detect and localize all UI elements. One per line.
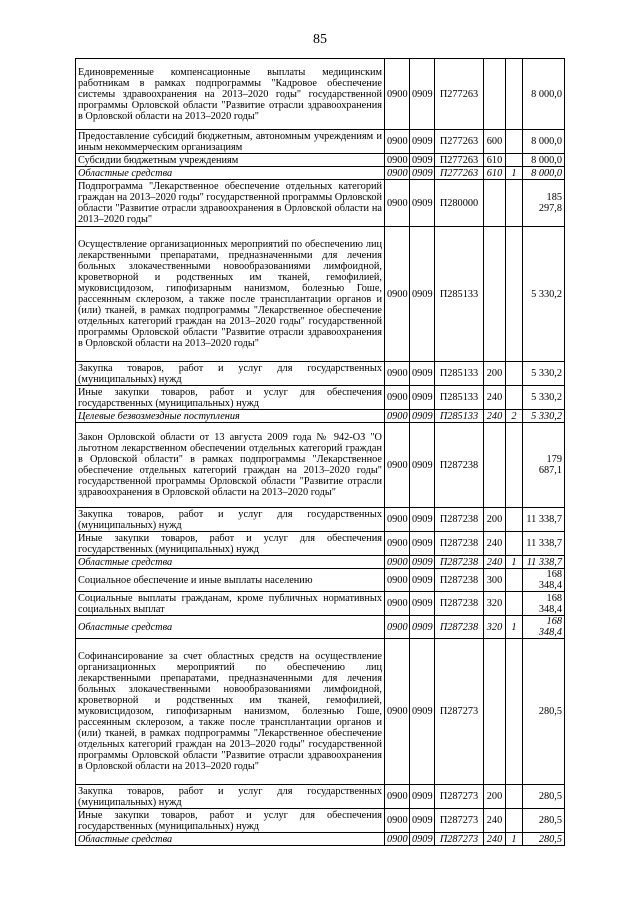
amount: 8 000,0 [523, 154, 565, 167]
table-row [76, 616, 565, 639]
table-row [76, 386, 565, 410]
expense-type-code [484, 227, 506, 362]
funding-source-code [506, 386, 523, 410]
table-row [76, 59, 565, 130]
expense-type-code [484, 423, 506, 508]
expense-type-code: 240 [484, 556, 506, 569]
section-code: 0900 [385, 616, 410, 639]
table-row [76, 809, 565, 833]
amount: 5 330,2 [523, 410, 565, 423]
table-row [76, 785, 565, 809]
target-item-code: П277263 [435, 167, 484, 180]
subsection-code: 0909 [410, 508, 435, 532]
target-item-code: П277263 [435, 154, 484, 167]
funding-source-code: 1 [506, 167, 523, 180]
expense-type-code: 200 [484, 362, 506, 386]
expense-type-code: 610 [484, 154, 506, 167]
amount: 185 297,8 [523, 180, 565, 227]
subsection-code: 0909 [410, 59, 435, 130]
funding-source-code [506, 59, 523, 130]
subsection-code: 0909 [410, 809, 435, 833]
subsection-code: 0909 [410, 130, 435, 154]
expense-type-code: 240 [484, 833, 506, 846]
expense-type-code: 320 [484, 592, 506, 616]
table-row [76, 592, 565, 616]
subsection-code: 0909 [410, 639, 435, 785]
funding-source-code [506, 227, 523, 362]
table-row [76, 556, 565, 569]
table-row [76, 423, 565, 508]
section-code: 0900 [385, 167, 410, 180]
section-code: 0900 [385, 569, 410, 592]
section-code: 0900 [385, 59, 410, 130]
target-item-code: П280000 [435, 180, 484, 227]
table-row [76, 532, 565, 556]
subsection-code: 0909 [410, 833, 435, 846]
section-code: 0900 [385, 154, 410, 167]
funding-source-code [506, 639, 523, 785]
table-row [76, 508, 565, 532]
target-item-code: П285133 [435, 227, 484, 362]
section-code: 0900 [385, 362, 410, 386]
section-code: 0900 [385, 809, 410, 833]
section-code: 0900 [385, 785, 410, 809]
expense-type-code: 610 [484, 167, 506, 180]
row-description: Социальное обеспечение и иные выплаты населению [76, 569, 385, 592]
expense-type-code: 200 [484, 508, 506, 532]
expense-type-code [484, 639, 506, 785]
subsection-code: 0909 [410, 532, 435, 556]
target-item-code: П285133 [435, 410, 484, 423]
expense-type-code: 240 [484, 532, 506, 556]
amount: 11 338,7 [523, 532, 565, 556]
subsection-code: 0909 [410, 592, 435, 616]
amount: 11 338,7 [523, 556, 565, 569]
expense-type-code: 240 [484, 410, 506, 423]
table-row [76, 569, 565, 592]
funding-source-code [506, 130, 523, 154]
target-item-code: П287238 [435, 556, 484, 569]
table-row [76, 130, 565, 154]
row-description: Социальные выплаты гражданам, кроме публичных нормативных социальных выплат [76, 592, 385, 616]
target-item-code: П287273 [435, 639, 484, 785]
expense-type-code: 240 [484, 809, 506, 833]
table-row [76, 180, 565, 227]
target-item-code: П287238 [435, 592, 484, 616]
table-row [76, 833, 565, 846]
expense-type-code: 600 [484, 130, 506, 154]
subsection-code: 0909 [410, 167, 435, 180]
funding-source-code [506, 508, 523, 532]
section-code: 0900 [385, 227, 410, 362]
target-item-code: П287238 [435, 532, 484, 556]
row-description: Закупка товаров, работ и услуг для государственных (муниципальных) нужд [76, 785, 385, 809]
subsection-code: 0909 [410, 785, 435, 809]
budget-table [75, 58, 565, 846]
amount: 8 000,0 [523, 130, 565, 154]
amount: 280,5 [523, 785, 565, 809]
funding-source-code: 1 [506, 616, 523, 639]
amount: 280,5 [523, 809, 565, 833]
section-code: 0900 [385, 508, 410, 532]
section-code: 0900 [385, 180, 410, 227]
subsection-code: 0909 [410, 616, 435, 639]
table-row [76, 410, 565, 423]
row-description: Закон Орловской области от 13 августа 2009 года № 942-ОЗ "О льготном лекарственном обеспечении отдельных категорий граждан в Орловской области" в рамках подпрограммы "Лекарственное обеспечение отдельных категорий граждан на 2013–2020 годы" государственной программы Орловской области "Развитие отрасли здравоохранения в Орловской области на 2013–2020 годы" [76, 423, 385, 508]
expense-type-code: 300 [484, 569, 506, 592]
subsection-code: 0909 [410, 410, 435, 423]
section-code: 0900 [385, 386, 410, 410]
section-code: 0900 [385, 423, 410, 508]
target-item-code: П287273 [435, 785, 484, 809]
target-item-code: П287273 [435, 833, 484, 846]
row-description: Субсидии бюджетным учреждениям [76, 154, 385, 167]
amount: 280,5 [523, 833, 565, 846]
table-row [76, 227, 565, 362]
funding-source-code: 1 [506, 556, 523, 569]
section-code: 0900 [385, 639, 410, 785]
row-description: Подпрограмма "Лекарственное обеспечение отдельных категорий граждан на 2013–2020 годы" государственной программы Орловской области "Развитие отрасли здравоохранения в Орловской области на 2013–2020 годы" [76, 180, 385, 227]
row-description: Иные закупки товаров, работ и услуг для обеспечения государственных (муниципальных) нужд [76, 809, 385, 833]
table-row [76, 639, 565, 785]
row-description: Иные закупки товаров, работ и услуг для обеспечения государственных (муниципальных) нужд [76, 386, 385, 410]
section-code: 0900 [385, 130, 410, 154]
target-item-code: П277263 [435, 59, 484, 130]
funding-source-code [506, 809, 523, 833]
funding-source-code [506, 532, 523, 556]
funding-source-code [506, 423, 523, 508]
amount: 8 000,0 [523, 167, 565, 180]
funding-source-code: 1 [506, 833, 523, 846]
target-item-code: П287238 [435, 616, 484, 639]
row-description: Закупка товаров, работ и услуг для государственных (муниципальных) нужд [76, 362, 385, 386]
expense-type-code [484, 59, 506, 130]
amount: 168 348,4 [523, 569, 565, 592]
page-number: 85 [313, 32, 327, 47]
subsection-code: 0909 [410, 423, 435, 508]
budget-table-body [76, 59, 565, 846]
row-description: Областные средства [76, 833, 385, 846]
amount: 11 338,7 [523, 508, 565, 532]
amount: 168 348,4 [523, 616, 565, 639]
expense-type-code: 320 [484, 616, 506, 639]
target-item-code: П287273 [435, 809, 484, 833]
amount: 8 000,0 [523, 59, 565, 130]
funding-source-code [506, 180, 523, 227]
section-code: 0900 [385, 532, 410, 556]
target-item-code: П285133 [435, 386, 484, 410]
subsection-code: 0909 [410, 227, 435, 362]
target-item-code: П287238 [435, 508, 484, 532]
funding-source-code: 2 [506, 410, 523, 423]
section-code: 0900 [385, 556, 410, 569]
row-description: Единовременные компенсационные выплаты медицинским работникам в рамках подпрограммы "Кадровое обеспечение системы здравоохранения на 2013–2020 годы" государственной программы Орловской области "Развитие отрасли здравоохранения в Орловской области на 2013–2020 годы" [76, 59, 385, 130]
subsection-code: 0909 [410, 180, 435, 227]
funding-source-code [506, 154, 523, 167]
expense-type-code: 200 [484, 785, 506, 809]
funding-source-code [506, 785, 523, 809]
row-description: Целевые безвозмездные поступления [76, 410, 385, 423]
row-description: Закупка товаров, работ и услуг для государственных (муниципальных) нужд [76, 508, 385, 532]
expense-type-code [484, 180, 506, 227]
target-item-code: П287238 [435, 423, 484, 508]
section-code: 0900 [385, 833, 410, 846]
subsection-code: 0909 [410, 362, 435, 386]
amount: 5 330,2 [523, 362, 565, 386]
row-description: Предоставление субсидий бюджетным, автономным учреждениям и иным некоммерческим организациям [76, 130, 385, 154]
funding-source-code [506, 569, 523, 592]
row-description: Иные закупки товаров, работ и услуг для обеспечения государственных (муниципальных) нужд [76, 532, 385, 556]
subsection-code: 0909 [410, 386, 435, 410]
amount: 179 687,1 [523, 423, 565, 508]
amount: 5 330,2 [523, 386, 565, 410]
row-description: Областные средства [76, 616, 385, 639]
funding-source-code [506, 362, 523, 386]
funding-source-code [506, 592, 523, 616]
target-item-code: П287238 [435, 569, 484, 592]
row-description: Областные средства [76, 167, 385, 180]
row-description: Осуществление организационных мероприятий по обеспечению лиц лекарственными препаратами, предназначенными для лечения больных злокачественными новообразованиями лимфоидной, кроветворной и родственных им тканей, гемофилией, муковисцидозом, гипофизарным нанизмом, болезнью Гоше, рассеянным склерозом, а также после трансплантации органов и (или) тканей, в рамках подпрограммы "Лекарственное обеспечение отдельных категорий граждан на 2013–2020 годы" государственной программы Орловской области "Развитие отрасли здравоохранения в Орловской области на 2013–2020 годы" [76, 227, 385, 362]
section-code: 0900 [385, 410, 410, 423]
target-item-code: П285133 [435, 362, 484, 386]
section-code: 0900 [385, 592, 410, 616]
subsection-code: 0909 [410, 154, 435, 167]
amount: 5 330,2 [523, 227, 565, 362]
amount: 280,5 [523, 639, 565, 785]
table-row [76, 154, 565, 167]
row-description: Софинансирование за счет областных средств на осуществление организационных мероприятий по обеспечению лиц лекарственными препаратами, предназначенными для лечения больных злокачественными новообразованиями лимфоидной, кроветворной и родственных им тканей, гемофилией, муковисцидозом, гипофизарным нанизмом, болезнью Гоше, рассеянным склерозом, а также после трансплантации органов и (или) тканей, в рамках подпрограммы "Лекарственное обеспечение отдельных категорий граждан на 2013–2020 годы" государственной программы Орловской области "Развитие отрасли здравоохранения в Орловской области на 2013–2020 годы" [76, 639, 385, 785]
target-item-code: П277263 [435, 130, 484, 154]
table-row [76, 362, 565, 386]
row-description: Областные средства [76, 556, 385, 569]
expense-type-code: 240 [484, 386, 506, 410]
subsection-code: 0909 [410, 569, 435, 592]
table-row [76, 167, 565, 180]
subsection-code: 0909 [410, 556, 435, 569]
amount: 168 348,4 [523, 592, 565, 616]
